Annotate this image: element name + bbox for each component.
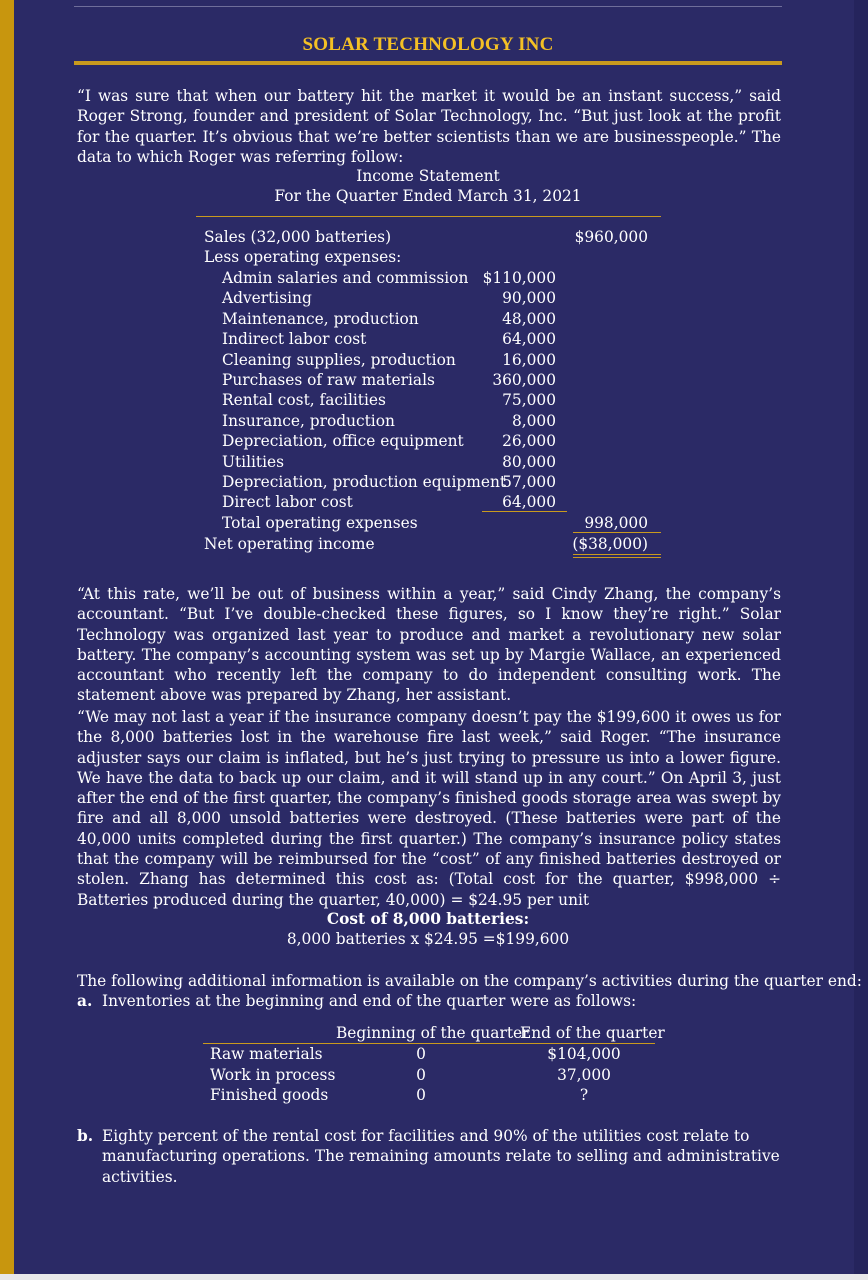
expense-label: Depreciation, production equipment: [222, 473, 507, 491]
expense-value: 48,000: [502, 309, 556, 328]
expense-value: 64,000: [502, 493, 556, 512]
expense-label: Advertising: [222, 289, 312, 308]
expense-value: 26,000: [502, 432, 556, 451]
expense-value: 80,000: [502, 452, 556, 471]
inventory-row-label: Work in process: [210, 1065, 336, 1084]
expense-label: Direct labor cost: [222, 493, 353, 512]
bottom-page-edge: [0, 1274, 868, 1280]
expense-value: 360,000: [492, 371, 556, 389]
cindy-paragraph: “At this rate, we’ll be out of business within a year,” said Cindy Zhang, the company’s accountant. “But I’ve double-checked these figures, so I know they’re right.” Solar Technology was organized last year to produce and market a revolutionary new solar battery. The company’s accounting system was set up by Margie Wallace, an experienced accountant who recently left the company to do independent consulting work. The statement above was prepared by Zhang, her assistant.: [77, 585, 781, 705]
item-b-marker: b.: [77, 1127, 94, 1145]
expense-label: Utilities: [222, 452, 285, 471]
inventory-row-end: 37,000: [557, 1065, 611, 1084]
expense-label: Purchases of raw materials: [222, 371, 435, 389]
expenses-subtotal-rule: [482, 511, 567, 512]
inventory-row-label: Raw materials: [210, 1045, 323, 1063]
inventory-row-end: $104,000: [547, 1045, 621, 1063]
expense-value: $110,000: [482, 269, 556, 287]
right-page-edge: [854, 0, 868, 1280]
sales-label: Sales (32,000 batteries): [204, 228, 392, 246]
net-income-value: ($38,000): [572, 535, 648, 553]
net-double-rule-1: [573, 554, 661, 555]
inventory-row-label: Finished goods: [210, 1086, 329, 1104]
statement-period: For the Quarter Ended March 31, 2021: [274, 187, 582, 205]
document-title: SOLAR TECHNOLOGY INC: [302, 34, 554, 55]
total-rule: [573, 532, 661, 533]
cost-formula: 8,000 batteries x $24.95 =$199,600: [286, 930, 570, 948]
expense-label: Rental cost, facilities: [222, 391, 386, 410]
intro-paragraph: “I was sure that when our battery hit the market it would be an instant success,” said Roger Strong, founder and president of Solar Technology, Inc. “But just look at the profit for the quarter. It’s obvious that we’re better scientists than we are businesspeople.” The data to which Roger was referring follow:: [77, 87, 781, 166]
item-a-text: Inventories at the beginning and end of the quarter were as follows:: [102, 992, 637, 1010]
total-expenses-label: Total operating expenses: [222, 514, 418, 532]
item-b-text: Eighty percent of the rental cost for facilities and 90% of the utilities cost relate to manufacturing operations. The remaining amounts relate to selling and administrative activities.: [102, 1127, 780, 1186]
net-double-rule-2: [573, 557, 661, 558]
inventory-row-end: ?: [579, 1086, 589, 1104]
insurance-paragraph: “We may not last a year if the insurance company doesn’t pay the $199,600 it owes us for the 8,000 batteries lost in the warehouse fire last week,” said Roger. “The insurance adjuster says our claim is inflated, but he’s just trying to pressure us into a lower figure. We have the data to back up our claim, and it will stand up in any court.” On April 3, just after the end of the first quarter, the company’s finished goods storage area was swept by fire and all 8,000 unsold batteries were destroyed. (These batteries were part of the 40,000 units completed during the first quarter.) The company’s insurance policy states that the company will be reimbursed for the “cost” of any finished batteries destroyed or stolen. Zhang has determined this cost as: (Total cost for the quarter, $998,000 ÷ Batteries produced during the quarter, 40,000) = $24.95 per unit: [77, 708, 781, 909]
title-underline: [74, 61, 782, 65]
expense-value: 8,000: [511, 411, 556, 430]
statement-top-rule: [196, 216, 661, 217]
expense-value: 64,000: [502, 330, 556, 349]
expense-label: Maintenance, production: [222, 309, 419, 328]
additional-info-intro: The following additional information is available on the company’s activities during the quarter end:: [77, 972, 862, 990]
top-rule: [74, 6, 782, 7]
item-a-marker: a.: [77, 992, 93, 1010]
total-expenses-value: 998,000: [584, 514, 648, 532]
statement-heading: Income Statement: [356, 167, 500, 185]
cost-heading: Cost of 8,000 batteries:: [326, 910, 530, 928]
inventory-row-begin: 0: [416, 1045, 426, 1063]
expense-label: Indirect labor cost: [222, 330, 367, 349]
expense-value: 16,000: [502, 350, 556, 369]
sales-value: $960,000: [574, 228, 648, 246]
inventory-row-begin: 0: [416, 1086, 426, 1104]
expense-label: Admin salaries and commission: [222, 269, 469, 287]
inventory-row-begin: 0: [416, 1065, 426, 1084]
expense-label: Insurance, production: [222, 411, 395, 430]
less-expenses-label: Less operating expenses:: [204, 248, 402, 266]
expense-value: 75,000: [502, 391, 556, 410]
expense-label: Cleaning supplies, production: [222, 350, 456, 369]
expense-value: 90,000: [502, 289, 556, 308]
header-beginning: Beginning of the quarter: [336, 1024, 530, 1042]
expense-value: 57,000: [502, 473, 556, 491]
net-income-label: Net operating income: [204, 535, 375, 553]
header-end: End of the quarter: [520, 1024, 665, 1042]
expense-label: Depreciation, office equipment: [222, 432, 464, 451]
